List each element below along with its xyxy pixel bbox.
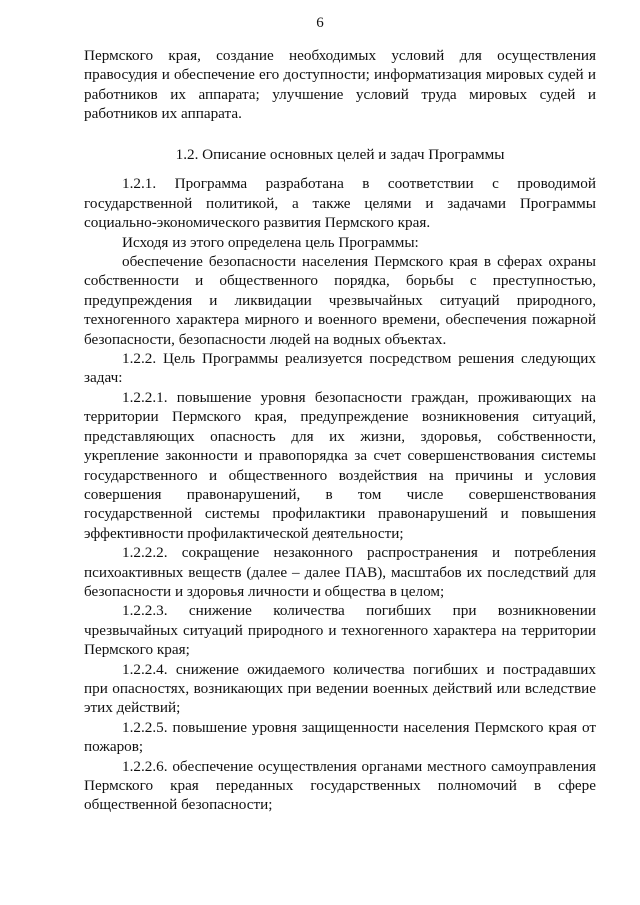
paragraph-goal: обеспечение безопасности населения Пермского края в сферах охраны собственности и общественного порядка, борьбы с преступностью, предупреждения и ликвидации чрезвычайных ситуаций природного, техногенного характера мирного и военного времени, обеспечения пожарной безопасности, безопасности людей на водных объектах. <box>84 253 596 348</box>
section-heading: 1.2. Описание основных целей и задач Программы <box>175 146 505 163</box>
paragraph-1-2-2-6: 1.2.2.6. обеспечение осуществления органами местного самоуправления Пермского края переданных государственных полномочий в сфере общественной безопасности; <box>84 757 596 814</box>
page-number: 6 <box>316 15 324 31</box>
paragraph-1-2-2: 1.2.2. Цель Программы реализуется посредством решения следующих задач: <box>84 350 596 387</box>
paragraph-1-2-2-1: 1.2.2.1. повышение уровня безопасности граждан, проживающих на территории Пермского края, предупреждение возникновения ситуаций, представляющих опасность для их жизни, здоровья, собственности, укрепление законности и правопорядка за счет совершенствования системы государственного и общественного воздействия на причины и условия совершения правонарушений, в том числе совершенствования государственной системы профилактики правонарушений и повышения эффективности профилактической деятельности; <box>84 388 596 542</box>
paragraph-1-2-2-2: 1.2.2.2. сокращение незаконного распространения и потребления психоактивных веществ (далее – далее ПАВ), масштабов их последствий для безопасности и здоровья личности и общества в целом; <box>84 544 596 600</box>
paragraph-1-2-2-4: 1.2.2.4. снижение ожидаемого количества погибших и пострадавших при опасностях, возникающих при ведении военных действий или вследствие этих действий; <box>84 660 596 717</box>
paragraph-1-2-1: 1.2.1. Программа разработана в соответствии с проводимой государственной политикой, а также целями и задачами Программы социально-экономического развития Пермского края. <box>84 175 596 232</box>
intro-block <box>84 46 596 124</box>
paragraph-1-2-2-5: 1.2.2.5. повышение уровня защищенности населения Пермского края от пожаров; <box>84 718 596 756</box>
section-1-2 <box>84 145 596 815</box>
paragraph-1-2-2-3: 1.2.2.3. снижение количества погибших при возникновении чрезвычайных ситуаций природного и техногенного характера на территории Пермского края; <box>84 602 596 659</box>
intro-paragraph: Пермского края, создание необходимых условий для осуществления правосудия и обеспечение его доступности; информатизация мировых судей и работников их аппарата; улучшение условий труда мировых судей и работников их аппарата. <box>84 47 596 123</box>
paragraph-goal-intro: Исходя из этого определена цель Программы: <box>122 233 419 251</box>
